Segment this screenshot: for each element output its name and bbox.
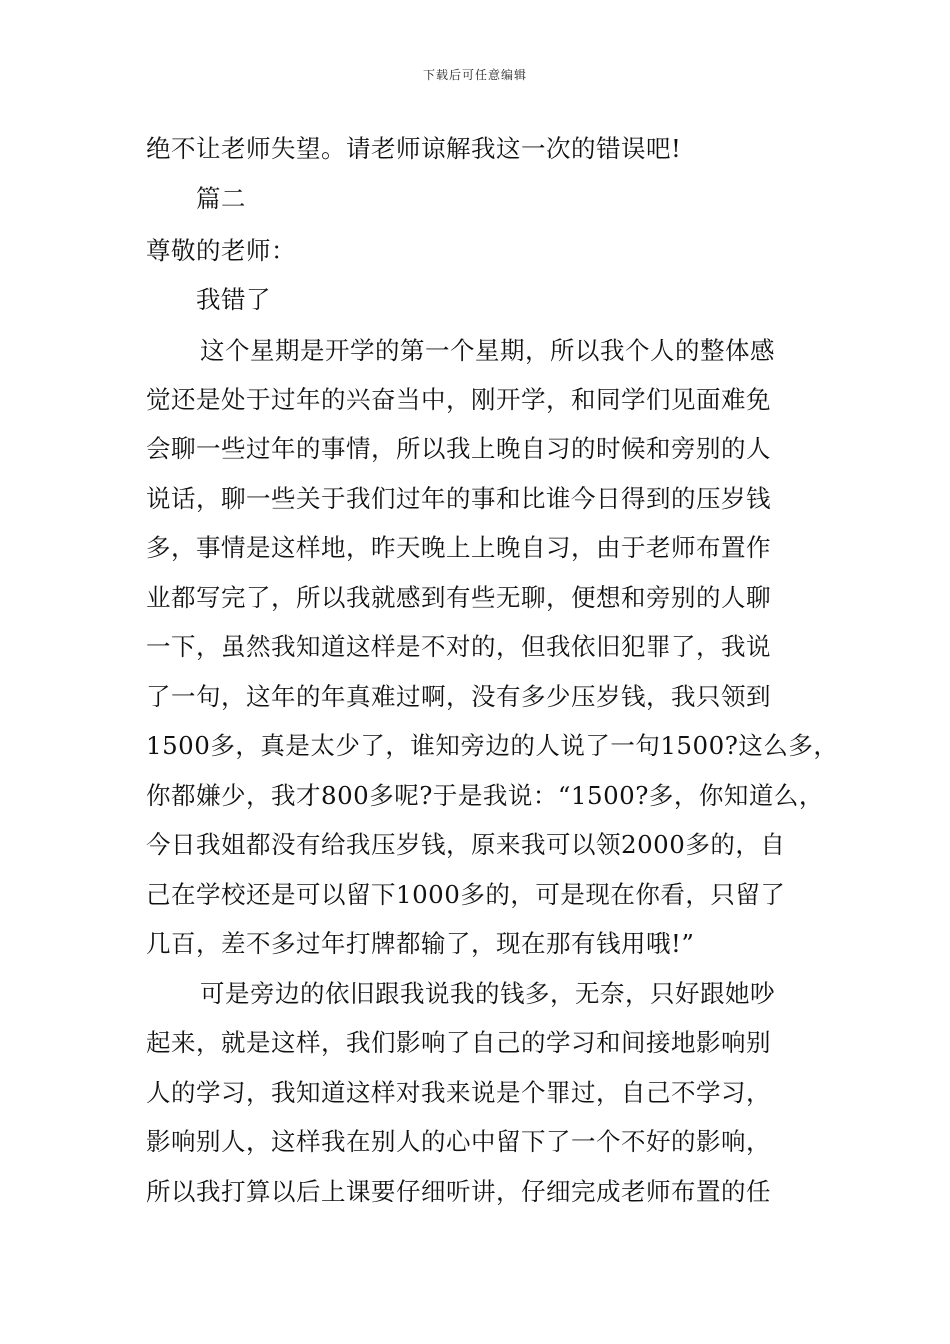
page-header-note: 下载后可任意编辑 bbox=[422, 68, 527, 82]
text-line: 你都嫌少，我才800多呢?于是我说：“1500?多，你知道么， bbox=[146, 781, 824, 810]
text-line: 人的学习，我知道这样对我来说是个罪过，自己不学习， bbox=[146, 1078, 771, 1107]
salutation: 尊敬的老师： bbox=[146, 236, 296, 265]
text-line: 了一句，这年的年真难过啊，没有多少压岁钱，我只领到 bbox=[146, 682, 771, 711]
title-line: 我错了 bbox=[196, 285, 271, 314]
text-line: 所以我打算以后上课要仔细听讲，仔细完成老师布置的任 bbox=[146, 1177, 771, 1206]
text-line: 多，事情是这样地，昨天晚上上晚自习，由于老师布置作 bbox=[146, 533, 771, 562]
text-line: 一下，虽然我知道这样是不对的，但我依旧犯罪了，我说 bbox=[146, 632, 771, 661]
text-line: 己在学校还是可以留下1000多的，可是现在你看，只留了 bbox=[146, 880, 786, 909]
text-line: 几百，差不多过年打牌都输了，现在那有钱用哦!” bbox=[146, 929, 695, 958]
text-line: 影响别人，这样我在别人的心中留下了一个不好的影响， bbox=[146, 1127, 771, 1156]
text-line: 起来，就是这样，我们影响了自己的学习和间接地影响别 bbox=[146, 1028, 771, 1057]
text-line: 绝不让老师失望。请老师谅解我这一次的错误吧! bbox=[146, 134, 682, 163]
text-line: 1500多，真是太少了，谁知旁边的人说了一句1500?这么多， bbox=[146, 731, 839, 760]
text-line: 觉还是处于过年的兴奋当中，刚开学，和同学们见面难免 bbox=[146, 385, 771, 414]
section-heading: 篇二 bbox=[196, 184, 246, 213]
paragraph-start: 可是旁边的依旧跟我说我的钱多，无奈，只好跟她吵 bbox=[200, 979, 775, 1008]
text-line: 会聊一些过年的事情，所以我上晚自习的时候和旁别的人 bbox=[146, 434, 771, 463]
text-line: 说话，聊一些关于我们过年的事和比谁今日得到的压岁钱 bbox=[146, 484, 771, 513]
text-line: 业都写完了，所以我就感到有些无聊，便想和旁别的人聊 bbox=[146, 583, 771, 612]
paragraph-start: 这个星期是开学的第一个星期，所以我个人的整体感 bbox=[200, 336, 775, 365]
text-line: 今日我姐都没有给我压岁钱，原来我可以领2000多的，自 bbox=[146, 830, 786, 859]
